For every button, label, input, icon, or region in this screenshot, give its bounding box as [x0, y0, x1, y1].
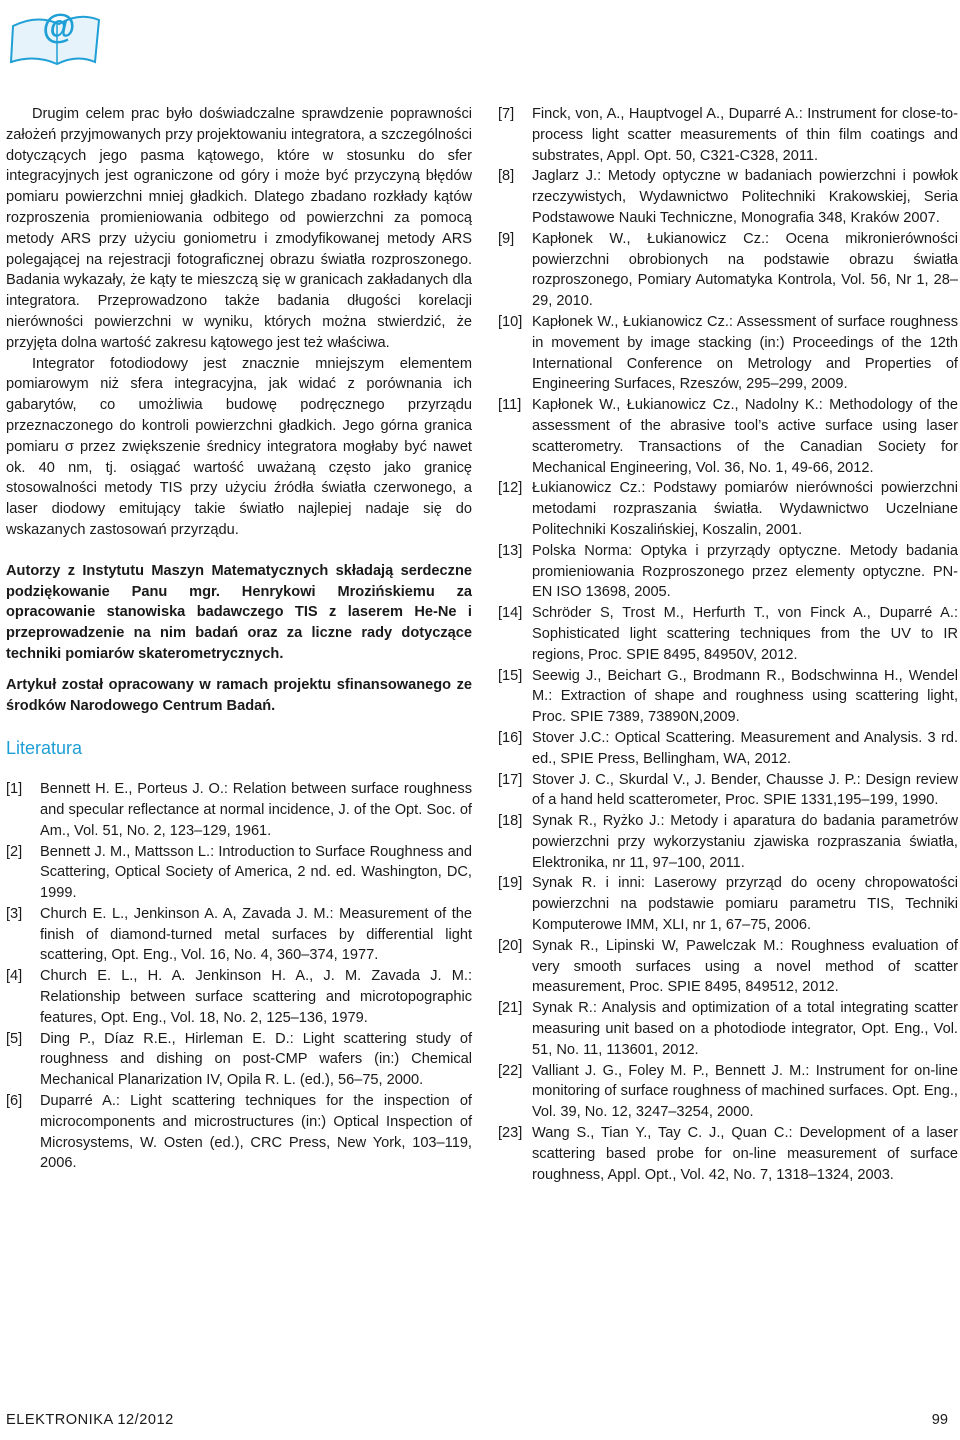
reference-text: Synak R. i inni: Laserowy przyrząd do oceny chropowatości powierzchni na podstawie pomiaru parametru TIS, Techniki Komputerowe IMM, XLI, nr 1, 67–75, 2006. — [532, 875, 958, 934]
reference-item — [6, 904, 472, 966]
at-sign-book-icon — [7, 6, 103, 70]
reference-text: Seewig J., Beichart G., Brodmann R., Bodschwinna H., Wendel M.: Extraction of shape and roughness using scattering light, Proc. SPIE 7389, 73890N,2009. — [532, 667, 958, 726]
reference-text: Synak R., Ryżko J.: Metody i aparatura do badania parametrów powierzchni przy wykorzystaniu zjawiska rozpraszania światła, Elektronika, nr 11, 97–100, 2011. — [532, 813, 958, 871]
page-number: 99 — [931, 1412, 948, 1428]
reference-item — [6, 966, 472, 1028]
reference-item — [498, 541, 958, 603]
reference-text: Valliant J. G., Foley M. P., Bennett J. M.: Instrument for on-line monitoring of surface roughness of machined surfaces. Opt. Eng., Vol. 39, No. 12, 3247–3254, 2000. — [532, 1062, 958, 1121]
reference-number: [17] — [498, 771, 523, 788]
reference-item — [498, 478, 958, 540]
reference-number: [12] — [498, 480, 523, 497]
funding-note: Artykuł został opracowany w ramach projektu sfinansowanego ze środków Narodowego Centrum Badań. — [6, 676, 472, 714]
left-column — [6, 104, 472, 1174]
reference-number: [21] — [498, 1000, 523, 1017]
svg-text:@: @ — [42, 8, 76, 46]
reference-item — [498, 936, 958, 998]
reference-text: Kapłonek W., Łukianowicz Cz.: Assessment of surface roughness in movement by image stacking (in:) Proceedings of the 12th International Conference on Metrology and Properties of Engineering Surfaces, Rzeszów, 295–299, 2009. — [532, 313, 958, 393]
reference-text: Polska Norma: Optyka i przyrządy optyczne. Metody badania promieniowania Rozproszonego przez elementy optyczne. PN-EN ISO 13698, 2005. — [532, 542, 958, 601]
reference-number: [15] — [498, 667, 523, 684]
reference-text: Synak R., Lipinski W, Pawelczak M.: Roughness evaluation of very smooth surfaces using a novel method of scatter measurement, Proc. SPIE 8495, 849512, 2012. — [532, 937, 958, 996]
reference-number: [22] — [498, 1062, 523, 1079]
reference-item — [498, 728, 958, 770]
reference-number: [14] — [498, 605, 523, 622]
reference-text: Synak R.: Analysis and optimization of a total integrating scatter measuring unit based on a photodiode integrator, Opt. Eng., Vol. 51, No. 11, 113601, 2012. — [532, 1000, 958, 1058]
reference-number: [8] — [498, 168, 515, 185]
journal-footer: ELEKTRONIKA 12/2012 — [6, 1412, 174, 1428]
reference-text: Church E. L., H. A. Jenkinson H. A., J. M. Zavada J. M.: Relationship between surface scattering and microtopographic features, Opt. Eng., Vol. 18, No. 2, 125–136, 1979. — [40, 968, 472, 1026]
reference-number: [10] — [498, 313, 523, 330]
reference-item — [498, 811, 958, 873]
reference-item — [6, 1029, 472, 1091]
reference-item — [498, 166, 958, 228]
reference-item — [498, 1061, 958, 1123]
reference-number: [1] — [6, 781, 23, 798]
reference-item — [6, 842, 472, 904]
reference-number: [5] — [6, 1030, 23, 1047]
reference-item — [498, 312, 958, 395]
right-column — [498, 104, 958, 1185]
reference-text: Duparré A.: Light scattering techniques for the inspection of microcomponents and microstructures (in:) Optical Inspection of Microsystems, W. Osten (ed.), CRC Press, New York, 103–119, 2006. — [40, 1093, 472, 1172]
reference-text: Łukianowicz Cz.: Podstawy pomiarów nierówności powierzchni metodami rozpraszania światła. Wydawnictwo Uczelniane Politechniki Koszalińskiej, Koszalin, 2001. — [532, 480, 958, 538]
reference-text: Jaglarz J.: Metody optyczne w badaniach powierzchni i powłok rzeczywistych, Wydawnictwo Politechniki Krakowskiej, Seria Podstawowe Nauki Techniczne, Monografia 348, Kraków 2007. — [532, 168, 958, 226]
reference-number: [4] — [6, 968, 23, 985]
reference-text: Finck, von, A., Hauptvogel A., Duparré A.: Instrument for close-to-process light scatter measurements of thin film coatings and substrates, Appl. Opt. 50, C321-C328, 2011. — [532, 106, 958, 164]
reference-text: Stover J. C., Skurdal V., J. Bender, Chausse J. P.: Design review of a hand held scatterometer, Proc. SPIE 1331,195–199, 1990. — [532, 771, 958, 809]
reference-text: Schröder S, Trost M., Herfurth T., von Finck A., Duparré A.: Sophisticated light scattering techniques from the UV to IR regions, Proc. SPIE 8495, 84950V, 2012. — [532, 605, 958, 663]
reference-item — [498, 603, 958, 665]
reference-list — [6, 779, 472, 1174]
reference-item — [498, 873, 958, 935]
reference-text: Kapłonek W., Łukianowicz Cz., Nadolny K.: Methodology of the assessment of the abrasive tool’s active surface using laser scatterometry. Transactions of the Canadian Society for Mechanical Engineering, Vol. 36, No. 1, 49-66, 2012. — [532, 397, 958, 476]
reference-text: Church E. L., Jenkinson A. A, Zavada J. M.: Measurement of the finish of diamond-turned metal surfaces by differential light scattering, Opt. Eng., Vol. 16, No. 4, 360–374, 1977. — [40, 905, 472, 964]
reference-text: Bennett H. E., Porteus J. O.: Relation between surface roughness and specular reflectance at normal incidence, J. of the Opt. Soc. of Am., Vol. 51, No. 2, 123–129, 1961. — [40, 781, 472, 839]
reference-text: Stover J.C.: Optical Scattering. Measurement and Analysis. 3 rd. ed., SPIE Press, Bellingham, WA, 2012. — [532, 729, 958, 767]
reference-number: [6] — [6, 1093, 23, 1110]
reference-item — [498, 998, 958, 1060]
acknowledgement: Autorzy z Instytutu Maszyn Matematycznych składają serdeczne podziękowanie Panu mgr. Henrykowi Mrozińskiemu za opracowanie stanowiska badawczego TIS z laserem He-Ne i przeprowadzenie na nim badań oraz za liczne rady dotyczące techniki pomiarów skaterometrycznych. — [6, 562, 472, 662]
reference-item — [498, 229, 958, 312]
reference-number: [19] — [498, 875, 523, 892]
reference-text: Ding P., Díaz R.E., Hirleman E. D.: Light scattering study of roughness and dishing on post-CMP wafers (in:) Chemical Mechanical Planarization IV, Opila R. L. (ed.), 56–75, 2000. — [40, 1030, 472, 1089]
reference-item — [498, 770, 958, 812]
reference-number: [9] — [498, 230, 515, 247]
reference-item — [498, 1123, 958, 1185]
reference-number: [13] — [498, 542, 523, 559]
reference-text: Kapłonek W., Łukianowicz Cz.: Ocena mikronierówności powierzchni obrobionych na podstawie obrazu światła rozproszonego, Pomiary Automatyka Kontrola, Vol. 56, Nr 1, 28–29, 2010. — [532, 230, 958, 310]
reference-text: Bennett J. M., Mattsson L.: Introduction to Surface Roughness and Scattering, Optical Society of America, 2 nd. ed. Washington, DC, 1999. — [40, 843, 472, 902]
body-paragraph: Drugim celem prac było doświadczalne sprawdzenie poprawności założeń przyjmowanych przy projektowaniu integratora, a szczególności dotyczących jego pasma kątowego, które w stosunku do sfer integracyjnych jest ograniczone od góry i może być przyczyną błędów pomiaru powierzchni mniej gładkich. Dlatego zbadano rozkłady kątów rozproszenia promieniowania odbitego od powierzchni za pomocą metody ARS przy użyciu goniometru i zmodyfikowanej metody ARS polegającej na rejestracji fotograficznej obrazu światła rozproszonego. Badania wykazały, że kąty te mieszczą się w granicach zakładanych dla integratora. Przeprowadzono także badania długości korelacji nierówności powierzchni w wyniku, których można stwierdzić, że przyjęta dolna wartość zakresu kątowego jest też właściwa. — [6, 106, 472, 351]
reference-item — [498, 395, 958, 478]
reference-number: [7] — [498, 106, 515, 122]
reference-item — [498, 666, 958, 728]
reference-number: [20] — [498, 937, 523, 954]
reference-number: [3] — [6, 905, 23, 922]
reference-number: [16] — [498, 729, 523, 746]
body-paragraph: Integrator fotodiodowy jest znacznie mniejszym elementem pomiarowym niż sfera integracyjna, jak widać z porównania ich gabarytów, co umożliwia budowę podręcznego przyrządu przeznaczonego do kontroli powierzchni gładkich. Jego górna granica pomiaru σ przez zwiększenie średnicy integratora mogłaby być nawet ok. 40 nm, tj. osiągać wartość uważaną często jako granicę stosowalności metody TIS przy użyciu źródła światła czerwonego, a laser diodowy emitujący takie światło najlepiej nadaje się do wskazanych zastosowań przyrządu. — [6, 355, 472, 538]
reference-item — [498, 104, 958, 166]
reference-list — [498, 104, 958, 1185]
reference-number: [23] — [498, 1125, 523, 1142]
reference-number: [11] — [498, 397, 522, 414]
reference-number: [18] — [498, 813, 523, 830]
reference-item — [6, 779, 472, 841]
reference-text: Wang S., Tian Y., Tay C. J., Quan C.: Development of a laser scattering based probe for on-line measurement of surface roughness, Appl. Opt., Vol. 42, No. 7, 1318–1324, 2003. — [532, 1125, 958, 1183]
literature-heading: Literatura — [6, 738, 83, 759]
reference-item — [6, 1091, 472, 1174]
reference-number: [2] — [6, 843, 23, 860]
